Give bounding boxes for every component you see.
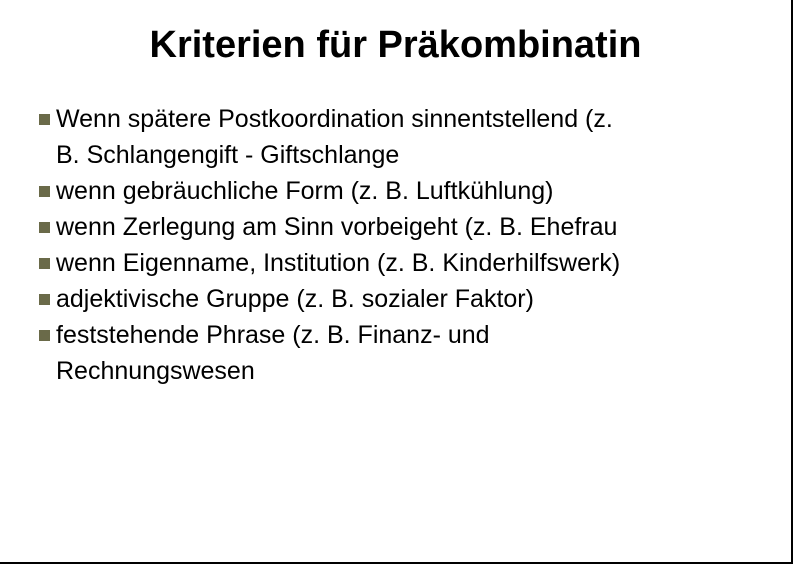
bullet-line: wenn Zerlegung am Sinn vorbeigeht (z. B. Ehefrau (56, 213, 618, 241)
list-item (39, 317, 759, 389)
bullet-line: Rechnungswesen (56, 357, 255, 385)
bullet-line: adjektivische Gruppe (z. B. sozialer Faktor) (56, 285, 534, 313)
list-item (39, 173, 759, 209)
square-bullet-icon (39, 330, 50, 341)
list-item (39, 281, 759, 317)
square-bullet-icon (39, 294, 50, 305)
square-bullet-icon (39, 186, 50, 197)
square-bullet-icon (39, 222, 50, 233)
list-item (39, 209, 759, 245)
list-item (39, 245, 759, 281)
bullet-line: feststehende Phrase (z. B. Finanz- und (56, 321, 490, 349)
bullet-text (56, 101, 613, 173)
bullet-list (39, 101, 759, 389)
square-bullet-icon (39, 114, 50, 125)
page-title: Kriterien für Präkombinatin (149, 24, 642, 66)
bullet-line: wenn gebräuchliche Form (z. B. Luftkühlung) (56, 177, 554, 205)
bullet-text (56, 317, 490, 389)
list-item (39, 101, 759, 173)
bullet-text (56, 173, 553, 209)
square-bullet-icon (39, 258, 50, 269)
bullet-line: B. Schlangengift - Giftschlange (56, 141, 400, 169)
bullet-line: Wenn spätere Postkoordination sinnentstellend (z. (56, 105, 613, 133)
bullet-line: wenn Eigenname, Institution (z. B. Kinderhilfswerk) (56, 249, 621, 277)
bullet-text (56, 209, 617, 245)
bullet-text (56, 281, 534, 317)
bullet-text (56, 245, 620, 281)
